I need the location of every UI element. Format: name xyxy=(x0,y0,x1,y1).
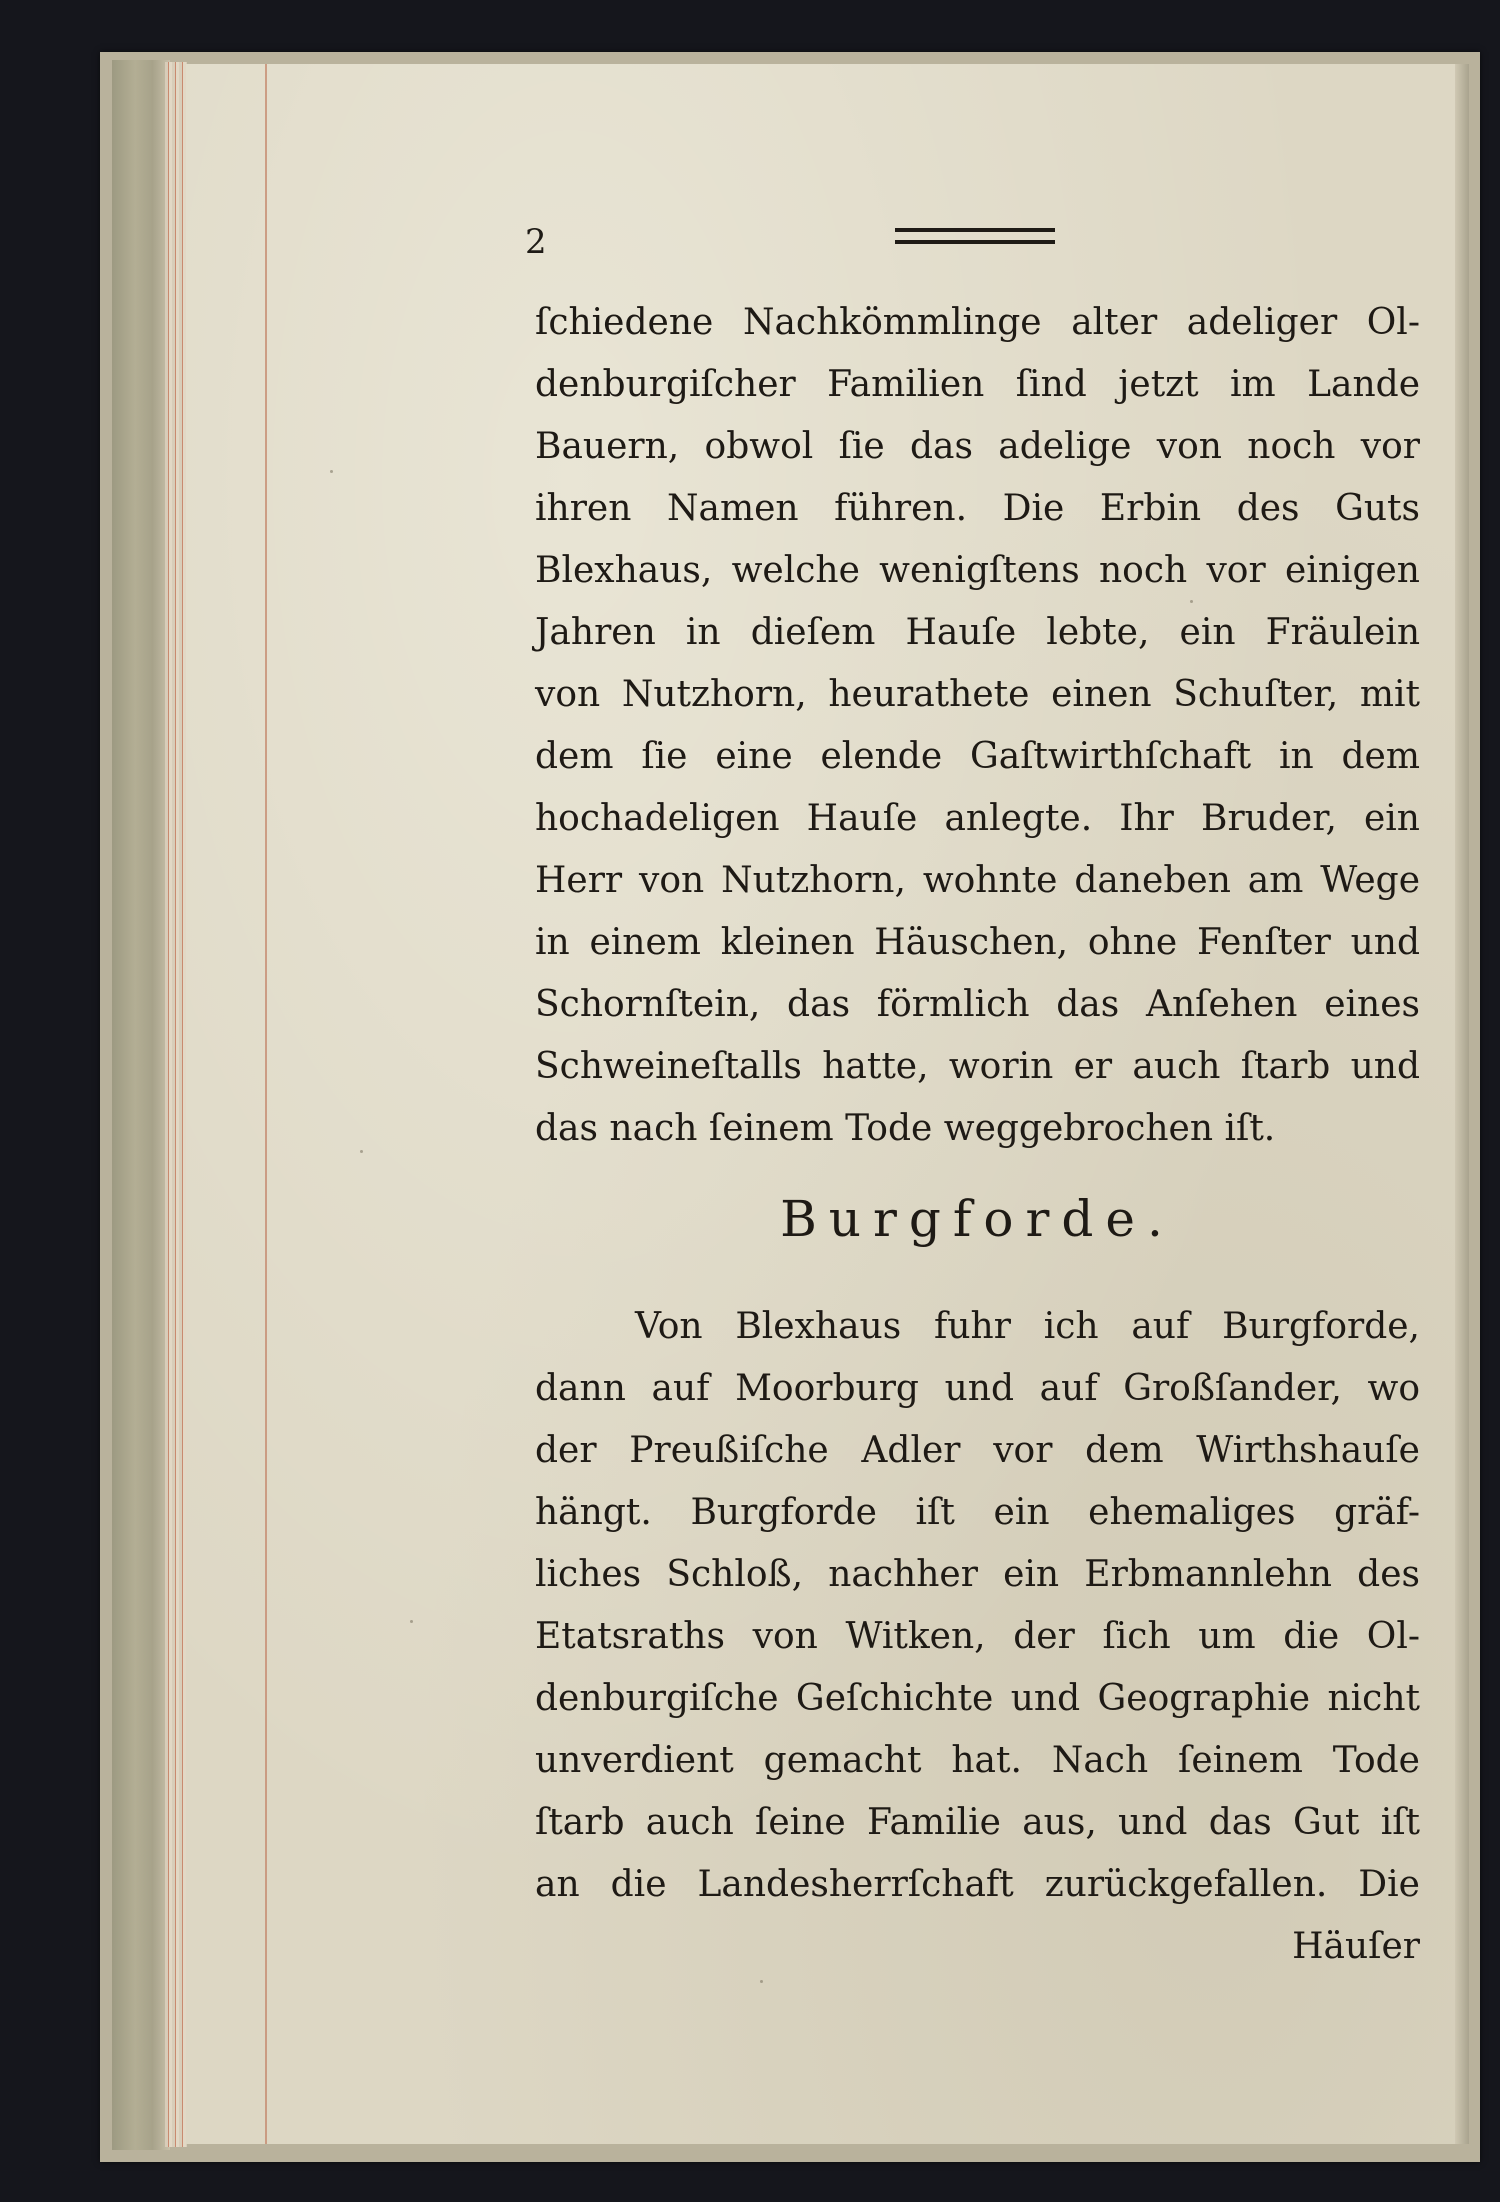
text-line: an die Landesherrſchaft zurückgefallen. Die xyxy=(535,1864,1420,1905)
text-line: Schornſtein, das förmlich das Anſehen eines xyxy=(535,984,1420,1025)
text-line: das nach ſeinem Tode weggebrochen iſt. xyxy=(535,1108,1276,1149)
page-right-edge xyxy=(1455,64,1469,2144)
text-line: ihren Namen führen. Die Erbin des Guts xyxy=(535,488,1420,529)
text-line: Jahren in dieſem Hauſe lebte, ein Fräulein xyxy=(535,612,1420,653)
text-line: Blexhaus, welche wenigſtens noch vor einigen xyxy=(535,550,1420,591)
text-line: dem ſie eine elende Gaſtwirthſchaft in dem xyxy=(535,736,1420,777)
text-line: der Preußiſche Adler vor dem Wirthshauſe xyxy=(535,1430,1420,1471)
catchword: Häuſer xyxy=(1292,1926,1420,1967)
text-line: in einem kleinen Häuschen, ohne Fenſter und xyxy=(535,922,1420,963)
text-line: ſchiedene Nachkömmlinge alter adeliger Ol- xyxy=(535,302,1420,343)
gutter-line xyxy=(265,64,267,2144)
text-line: Etatsraths von Witken, der ſich um die Ol- xyxy=(535,1616,1420,1657)
text-line: denburgiſche Geſchichte und Geographie nicht xyxy=(535,1678,1420,1719)
paragraph-burgforde xyxy=(535,1296,1420,1978)
text-line: ſtarb auch ſeine Familie aus, und das Gut iſt xyxy=(535,1802,1420,1843)
page-number: 2 xyxy=(525,222,547,262)
section-heading: Burgforde. xyxy=(780,1190,1175,1248)
text-line: unverdient gemacht hat. Nach ſeinem Tode xyxy=(535,1740,1420,1781)
text-line: hängt. Burgforde iſt ein ehemaliges gräf- xyxy=(535,1492,1420,1533)
text-line: Von Blexhaus fuhr ich auf Burgforde, xyxy=(635,1306,1420,1347)
text-line: dann auf Moorburg und auf Großſander, wo xyxy=(535,1368,1420,1409)
text-line: Herr von Nutzhorn, wohnte daneben am Wege xyxy=(535,860,1420,901)
text-line: denburgiſcher Familien ſind jetzt im Lande xyxy=(535,364,1420,405)
text-line: Schweineſtalls hatte, worin er auch ſtarb und xyxy=(535,1046,1420,1087)
page-edges xyxy=(165,62,187,2147)
text-line: Bauern, obwol ſie das adelige von noch vor xyxy=(535,426,1420,467)
header-rule xyxy=(895,228,1055,232)
text-line: liches Schloß, nachher ein Erbmannlehn des xyxy=(535,1554,1420,1595)
text-line: von Nutzhorn, heurathete einen Schuſter, mit xyxy=(535,674,1420,715)
paragraph-continued xyxy=(535,292,1420,1160)
header-rule xyxy=(895,240,1055,244)
book-spine xyxy=(112,60,170,2150)
text-line: hochadeligen Hauſe anlegte. Ihr Bruder, ein xyxy=(535,798,1420,839)
